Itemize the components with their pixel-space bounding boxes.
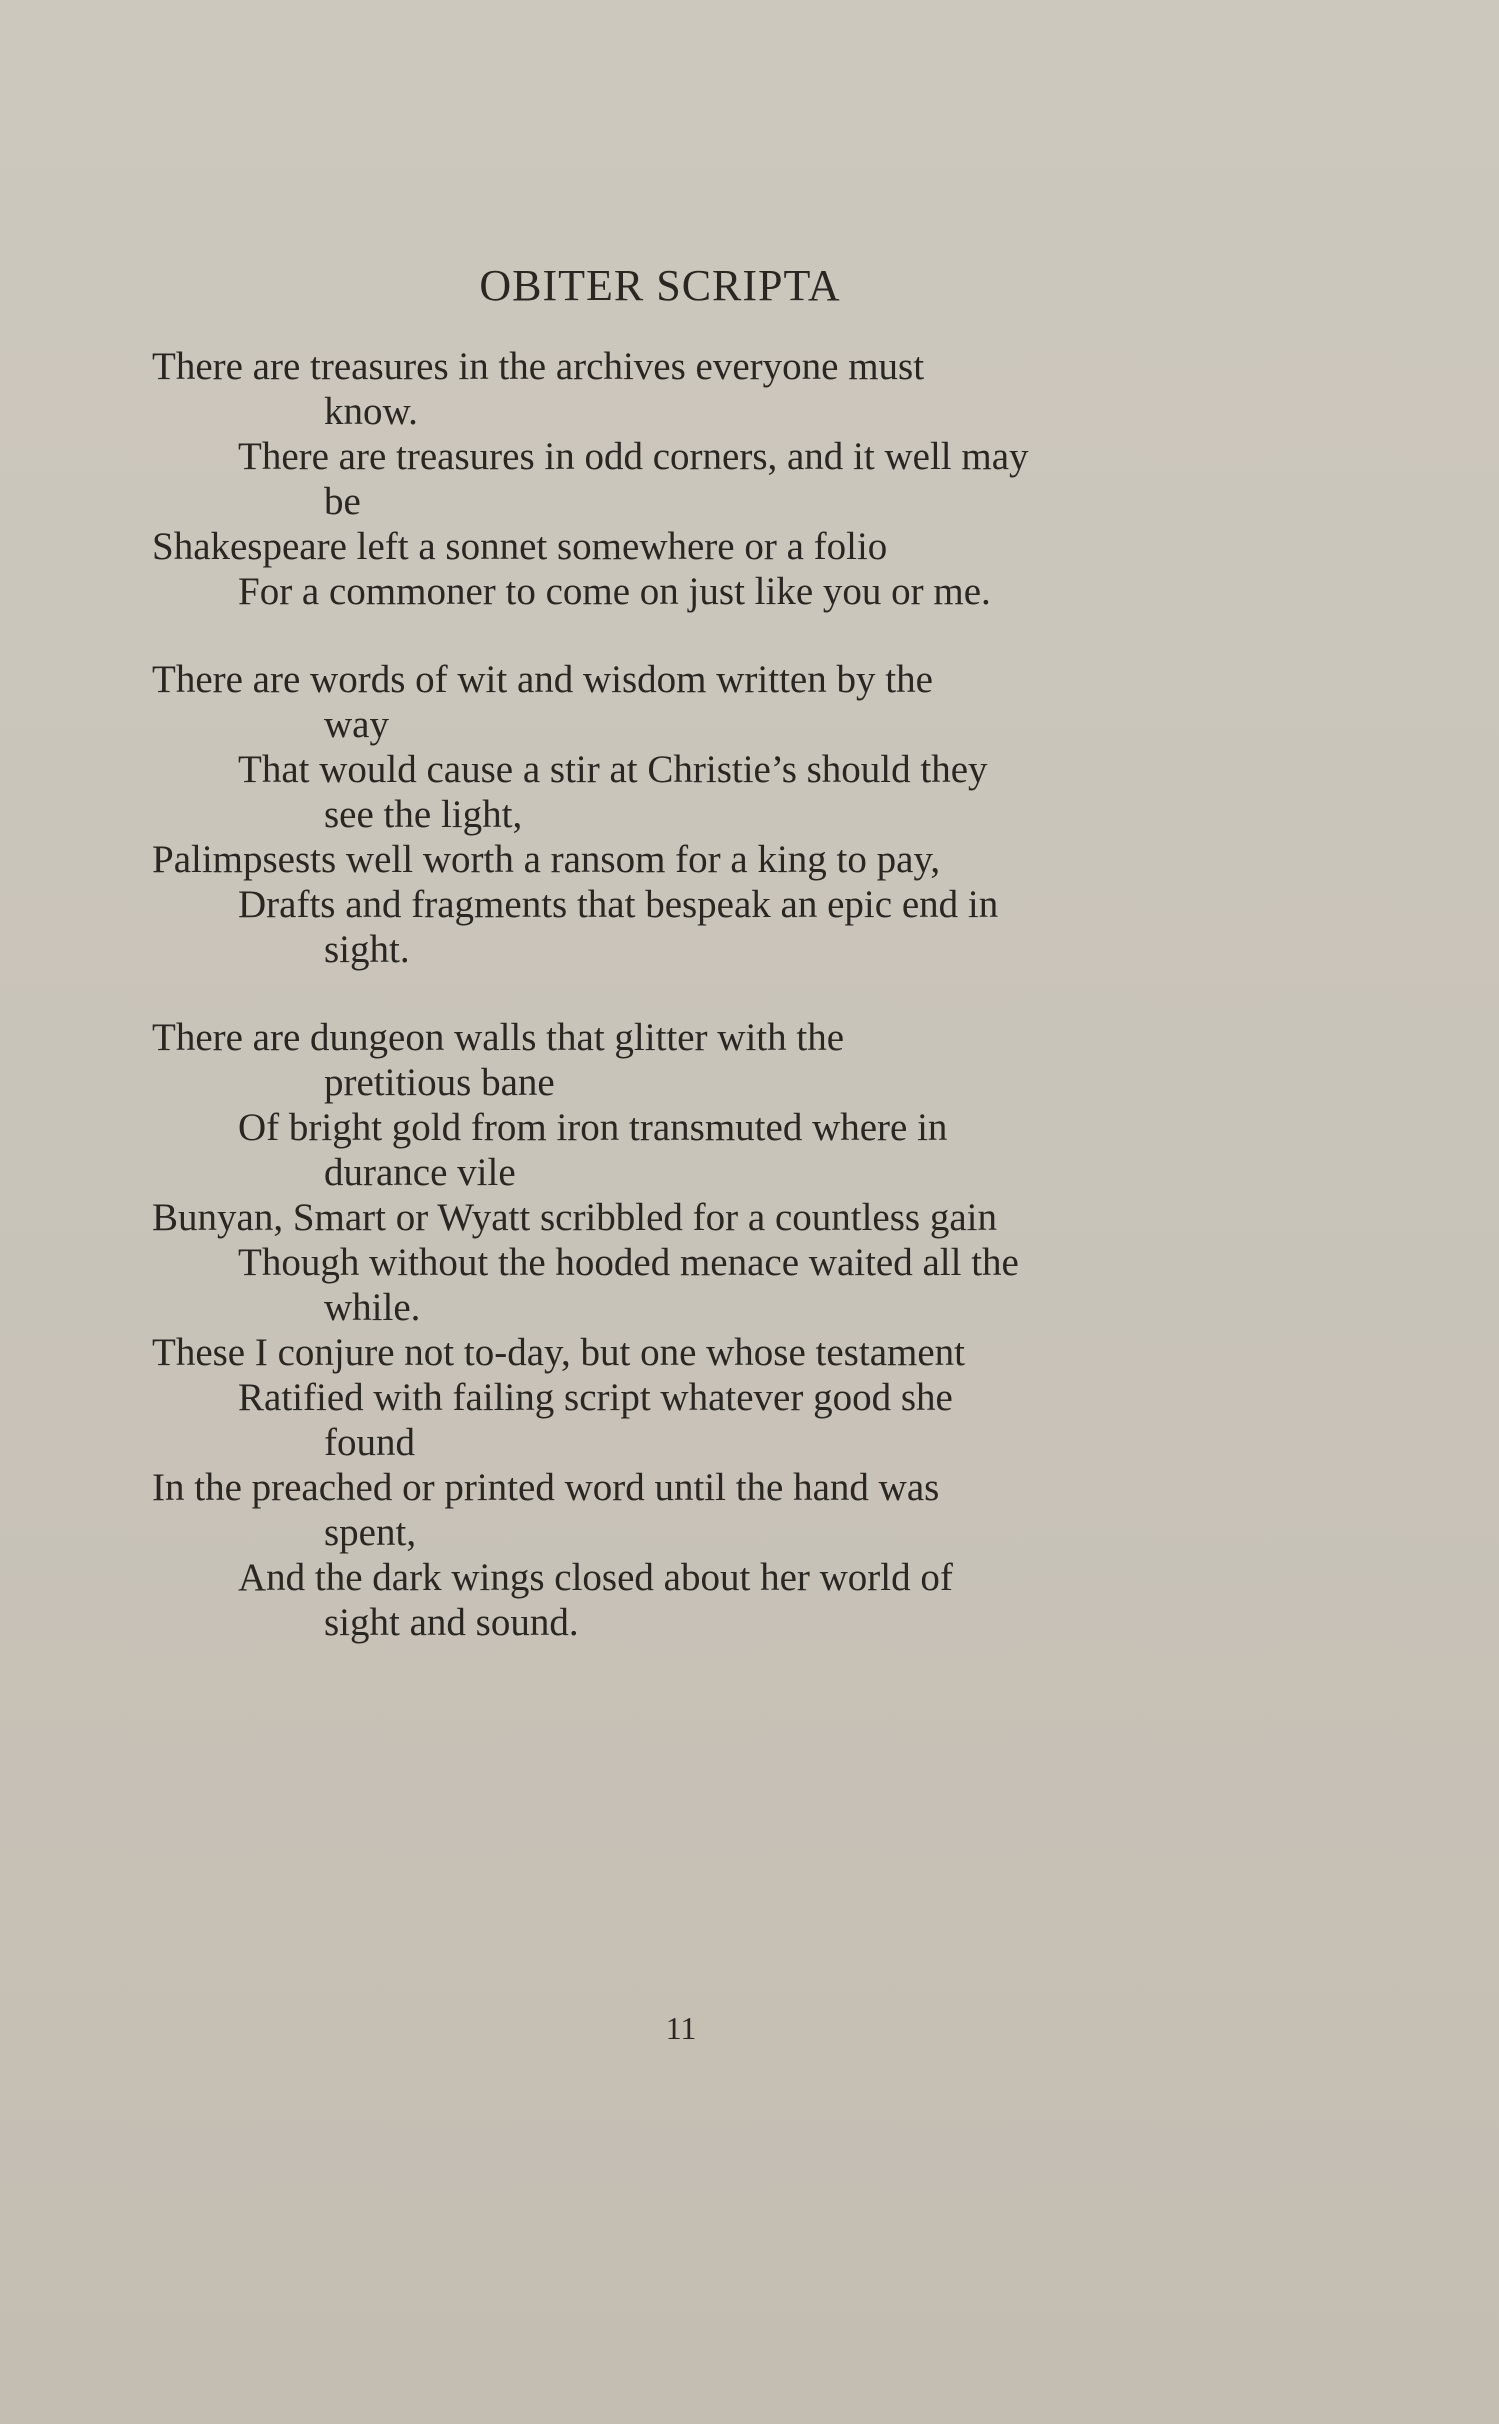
poem-line: Shakespeare left a sonnet somewhere or a folio bbox=[152, 525, 888, 568]
poem-body bbox=[152, 344, 1212, 1688]
poem-line-continuation: sight. bbox=[324, 928, 410, 971]
poem-line: These I conjure not to-day, but one whose testament bbox=[152, 1331, 965, 1374]
poem-line: Of bright gold from iron transmuted where in bbox=[238, 1106, 948, 1149]
poem-line-continuation: sight and sound. bbox=[324, 1601, 579, 1644]
poem-line-continuation: know. bbox=[324, 390, 418, 433]
stanza-1 bbox=[152, 344, 1212, 614]
poem-line: Though without the hooded menace waited all the bbox=[238, 1241, 1019, 1284]
poem-line-continuation: while. bbox=[324, 1286, 421, 1329]
poem-line: And the dark wings closed about her world of bbox=[238, 1556, 953, 1599]
poem-line-continuation: be bbox=[324, 480, 361, 523]
stanza-2 bbox=[152, 657, 1212, 972]
page-title: OBITER SCRIPTA bbox=[479, 261, 841, 310]
poem-line-continuation: way bbox=[324, 703, 389, 746]
page-number: 11 bbox=[665, 2010, 697, 2046]
poem-line: There are dungeon walls that glitter with the bbox=[152, 1016, 845, 1059]
poem-line: Palimpsests well worth a ransom for a king to pay, bbox=[152, 838, 941, 881]
poem-line: There are treasures in odd corners, and it well may bbox=[238, 435, 1029, 478]
poem-line: For a commoner to come on just like you or me. bbox=[238, 570, 991, 613]
poem-line-continuation: found bbox=[324, 1421, 415, 1464]
poem-line-continuation: see the light, bbox=[324, 793, 523, 836]
poem-line: Ratified with failing script whatever good she bbox=[238, 1376, 953, 1419]
poem-line: Bunyan, Smart or Wyatt scribbled for a countless gain bbox=[152, 1196, 997, 1239]
poem-line-continuation: pretitious bane bbox=[324, 1061, 555, 1104]
stanza-3 bbox=[152, 1015, 1212, 1645]
poem-line: There are treasures in the archives everyone must bbox=[152, 345, 925, 388]
poem-line-continuation: durance vile bbox=[324, 1151, 516, 1194]
poem-line-continuation: spent, bbox=[324, 1511, 417, 1554]
poem-line: In the preached or printed word until the hand was bbox=[152, 1466, 940, 1509]
poem-line: That would cause a stir at Christie’s should they bbox=[238, 748, 988, 791]
poem-line: Drafts and fragments that bespeak an epic end in bbox=[238, 883, 999, 926]
poem-line: There are words of wit and wisdom written by the bbox=[152, 658, 933, 701]
